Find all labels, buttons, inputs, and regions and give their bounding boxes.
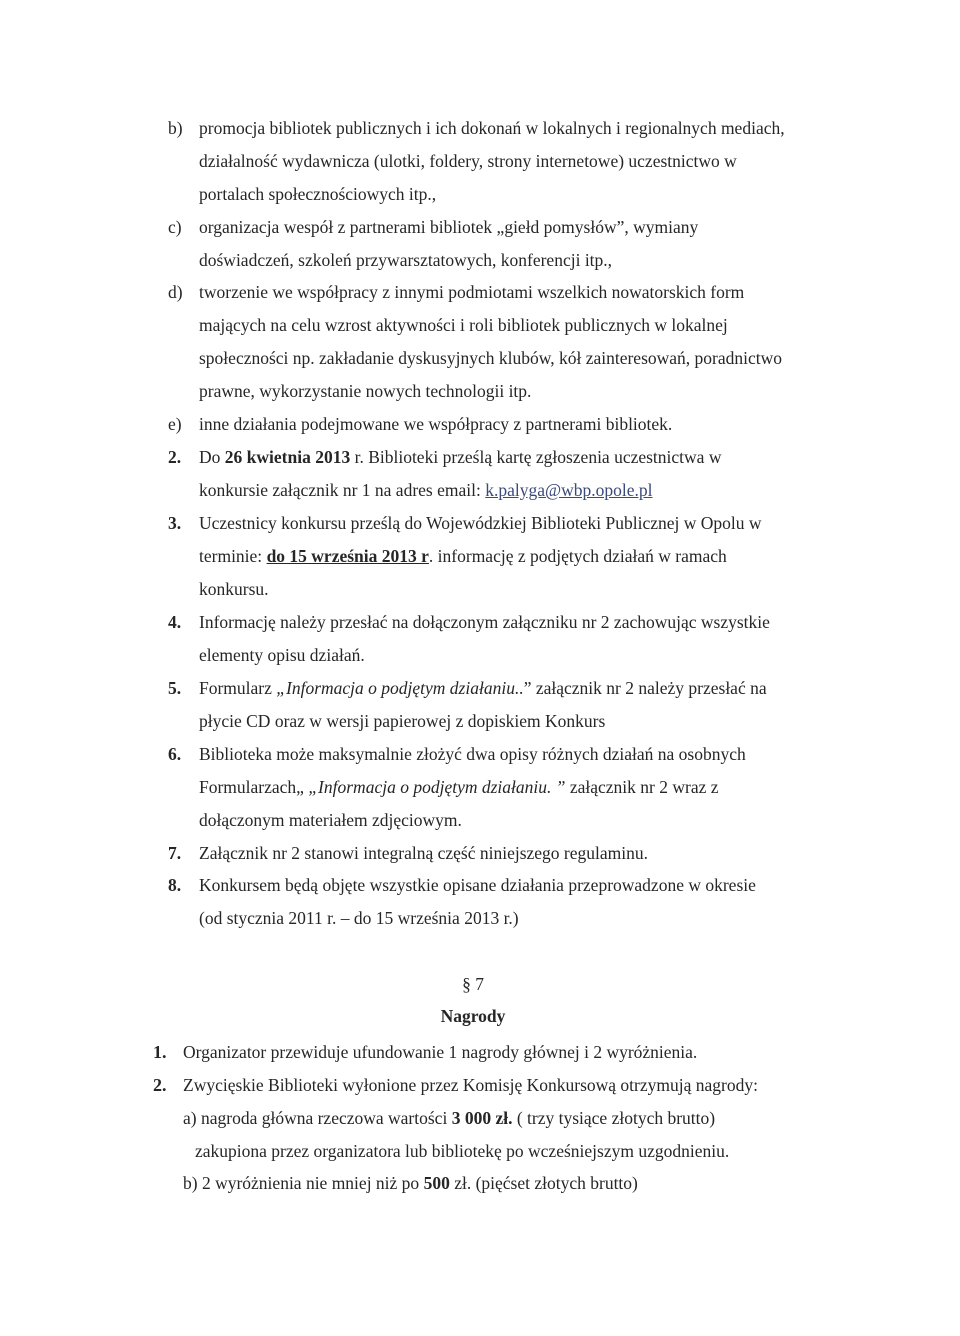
item-8-line-1: Konkursem będą objęte wszystkie opisane działania przeprowadzone w okresie xyxy=(199,875,756,895)
list-b-line-3: portalach społecznościowych itp., xyxy=(199,184,437,204)
prize-2b-line-1 xyxy=(183,1172,638,1194)
list-e-line-1: inne działania podejmowane we współpracy z partnerami bibliotek. xyxy=(199,414,673,434)
item-2-text-a: Do xyxy=(199,447,225,467)
list-d-line-2: mających na celu wzrost aktywności i roli bibliotek publicznych w lokalnej xyxy=(199,315,728,335)
prize-number-1: 1. xyxy=(153,1042,167,1062)
list-d-line-4: prawne, wykorzystanie nowych technologii itp. xyxy=(199,381,532,401)
item-number-6: 6. xyxy=(168,744,182,764)
item-3-line-3: konkursu. xyxy=(199,579,269,599)
list-marker-b: b) xyxy=(168,118,183,138)
prize-2a-text-b: ( trzy tysiące złotych brutto) xyxy=(512,1108,716,1128)
prize-2b-amount: 500 xyxy=(423,1173,450,1193)
prize-2b-text-b: zł. (pięćset złotych brutto) xyxy=(449,1173,638,1193)
item-number-4: 4. xyxy=(168,612,182,632)
item-3-deadline: do 15 września 2013 r xyxy=(266,546,429,566)
item-3-line-1: Uczestnicy konkursu prześlą do Wojewódzkiej Biblioteki Publicznej w Opolu w xyxy=(199,513,762,533)
item-number-5: 5. xyxy=(168,678,182,698)
item-3-text-a: terminie: xyxy=(199,546,267,566)
item-6-text-a: Formularzach„ xyxy=(199,777,309,797)
item-8-line-2: (od stycznia 2011 r. – do 15 września 2013 r.) xyxy=(199,908,519,928)
prize-number-2: 2. xyxy=(153,1075,167,1095)
list-d-line-1: tworzenie we współpracy z innymi podmiotami wszelkich nowatorskich form xyxy=(199,282,745,302)
item-number-7: 7. xyxy=(168,843,182,863)
item-5-text-b: ” załącznik nr 2 należy przesłać na xyxy=(523,678,767,698)
item-2-text-c: konkursie załącznik nr 1 na adres email: xyxy=(199,480,486,500)
prize-2a-line-1 xyxy=(183,1107,715,1129)
item-6-text-b: załącznik nr 2 wraz z xyxy=(565,777,719,797)
prize-2a-amount: 3 000 zł. xyxy=(451,1108,513,1128)
list-b-line-2: działalność wydawnicza (ulotki, foldery, strony internetowe) uczestnictwo w xyxy=(199,151,737,171)
section-number: § 7 xyxy=(462,974,484,994)
item-4-line-2: elementy opisu działań. xyxy=(199,645,365,665)
item-3-line-2 xyxy=(199,545,727,567)
item-number-2: 2. xyxy=(168,447,182,467)
item-6-line-1: Biblioteka może maksymalnie złożyć dwa opisy różnych działań na osobnych xyxy=(199,744,746,764)
list-marker-c: c) xyxy=(168,217,182,237)
list-c-line-2: doświadczeń, szkoleń przywarsztatowych, konferencji itp., xyxy=(199,250,613,270)
list-marker-d: d) xyxy=(168,282,183,302)
item-2-line-2 xyxy=(199,479,653,501)
prize-1-text: Organizator przewiduje ufundowanie 1 nagrody głównej i 2 wyróżnienia. xyxy=(183,1042,698,1062)
list-c-line-1: organizacja wespół z partnerami bibliotek „giełd pomysłów”, wymiany xyxy=(199,217,699,237)
item-2-line-1 xyxy=(199,446,721,468)
item-3-text-b: . informację z podjętych działań w ramach xyxy=(428,546,727,566)
item-5-line-1 xyxy=(199,677,767,699)
email-link[interactable]: k.palyga@wbp.opole.pl xyxy=(485,480,653,500)
item-4-line-1: Informację należy przesłać na dołączonym załączniku nr 2 zachowując wszystkie xyxy=(199,612,770,632)
list-b-line-1: promocja bibliotek publicznych i ich dokonań w lokalnych i regionalnych mediach, xyxy=(199,118,785,138)
item-5-text-a: Formularz xyxy=(199,678,277,698)
item-number-3: 3. xyxy=(168,513,182,533)
item-7-line-1: Załącznik nr 2 stanowi integralną część niniejszego regulaminu. xyxy=(199,843,648,863)
item-6-line-2 xyxy=(199,776,719,798)
list-marker-e: e) xyxy=(168,414,182,434)
list-d-line-3: społeczności np. zakładanie dyskusyjnych klubów, kół zainteresowań, poradnictwo xyxy=(199,348,783,368)
prize-2a-line-2: zakupiona przez organizatora lub bibliotekę po wcześniejszym uzgodnieniu. xyxy=(195,1141,730,1161)
item-6-line-3: dołączonym materiałem zdjęciowym. xyxy=(199,810,462,830)
item-5-form-title: „Informacja o podjętym działaniu.. xyxy=(276,678,524,698)
prize-2-text: Zwycięskie Biblioteki wyłonione przez Komisję Konkursową otrzymują nagrody: xyxy=(183,1075,758,1095)
prize-2b-text-a: b) 2 wyróżnienia nie mniej niż po xyxy=(183,1173,424,1193)
section-title: Nagrody xyxy=(440,1006,506,1026)
item-5-line-2: płycie CD oraz w wersji papierowej z dopiskiem Konkurs xyxy=(199,711,606,731)
item-2-date: 26 kwietnia 2013 xyxy=(224,447,351,467)
item-6-form-title: „Informacja o podjętym działaniu. ” xyxy=(308,777,566,797)
prize-2a-text-a: a) nagroda główna rzeczowa wartości xyxy=(183,1108,452,1128)
item-number-8: 8. xyxy=(168,875,182,895)
item-2-text-b: r. Biblioteki prześlą kartę zgłoszenia uczestnictwa w xyxy=(350,447,722,467)
